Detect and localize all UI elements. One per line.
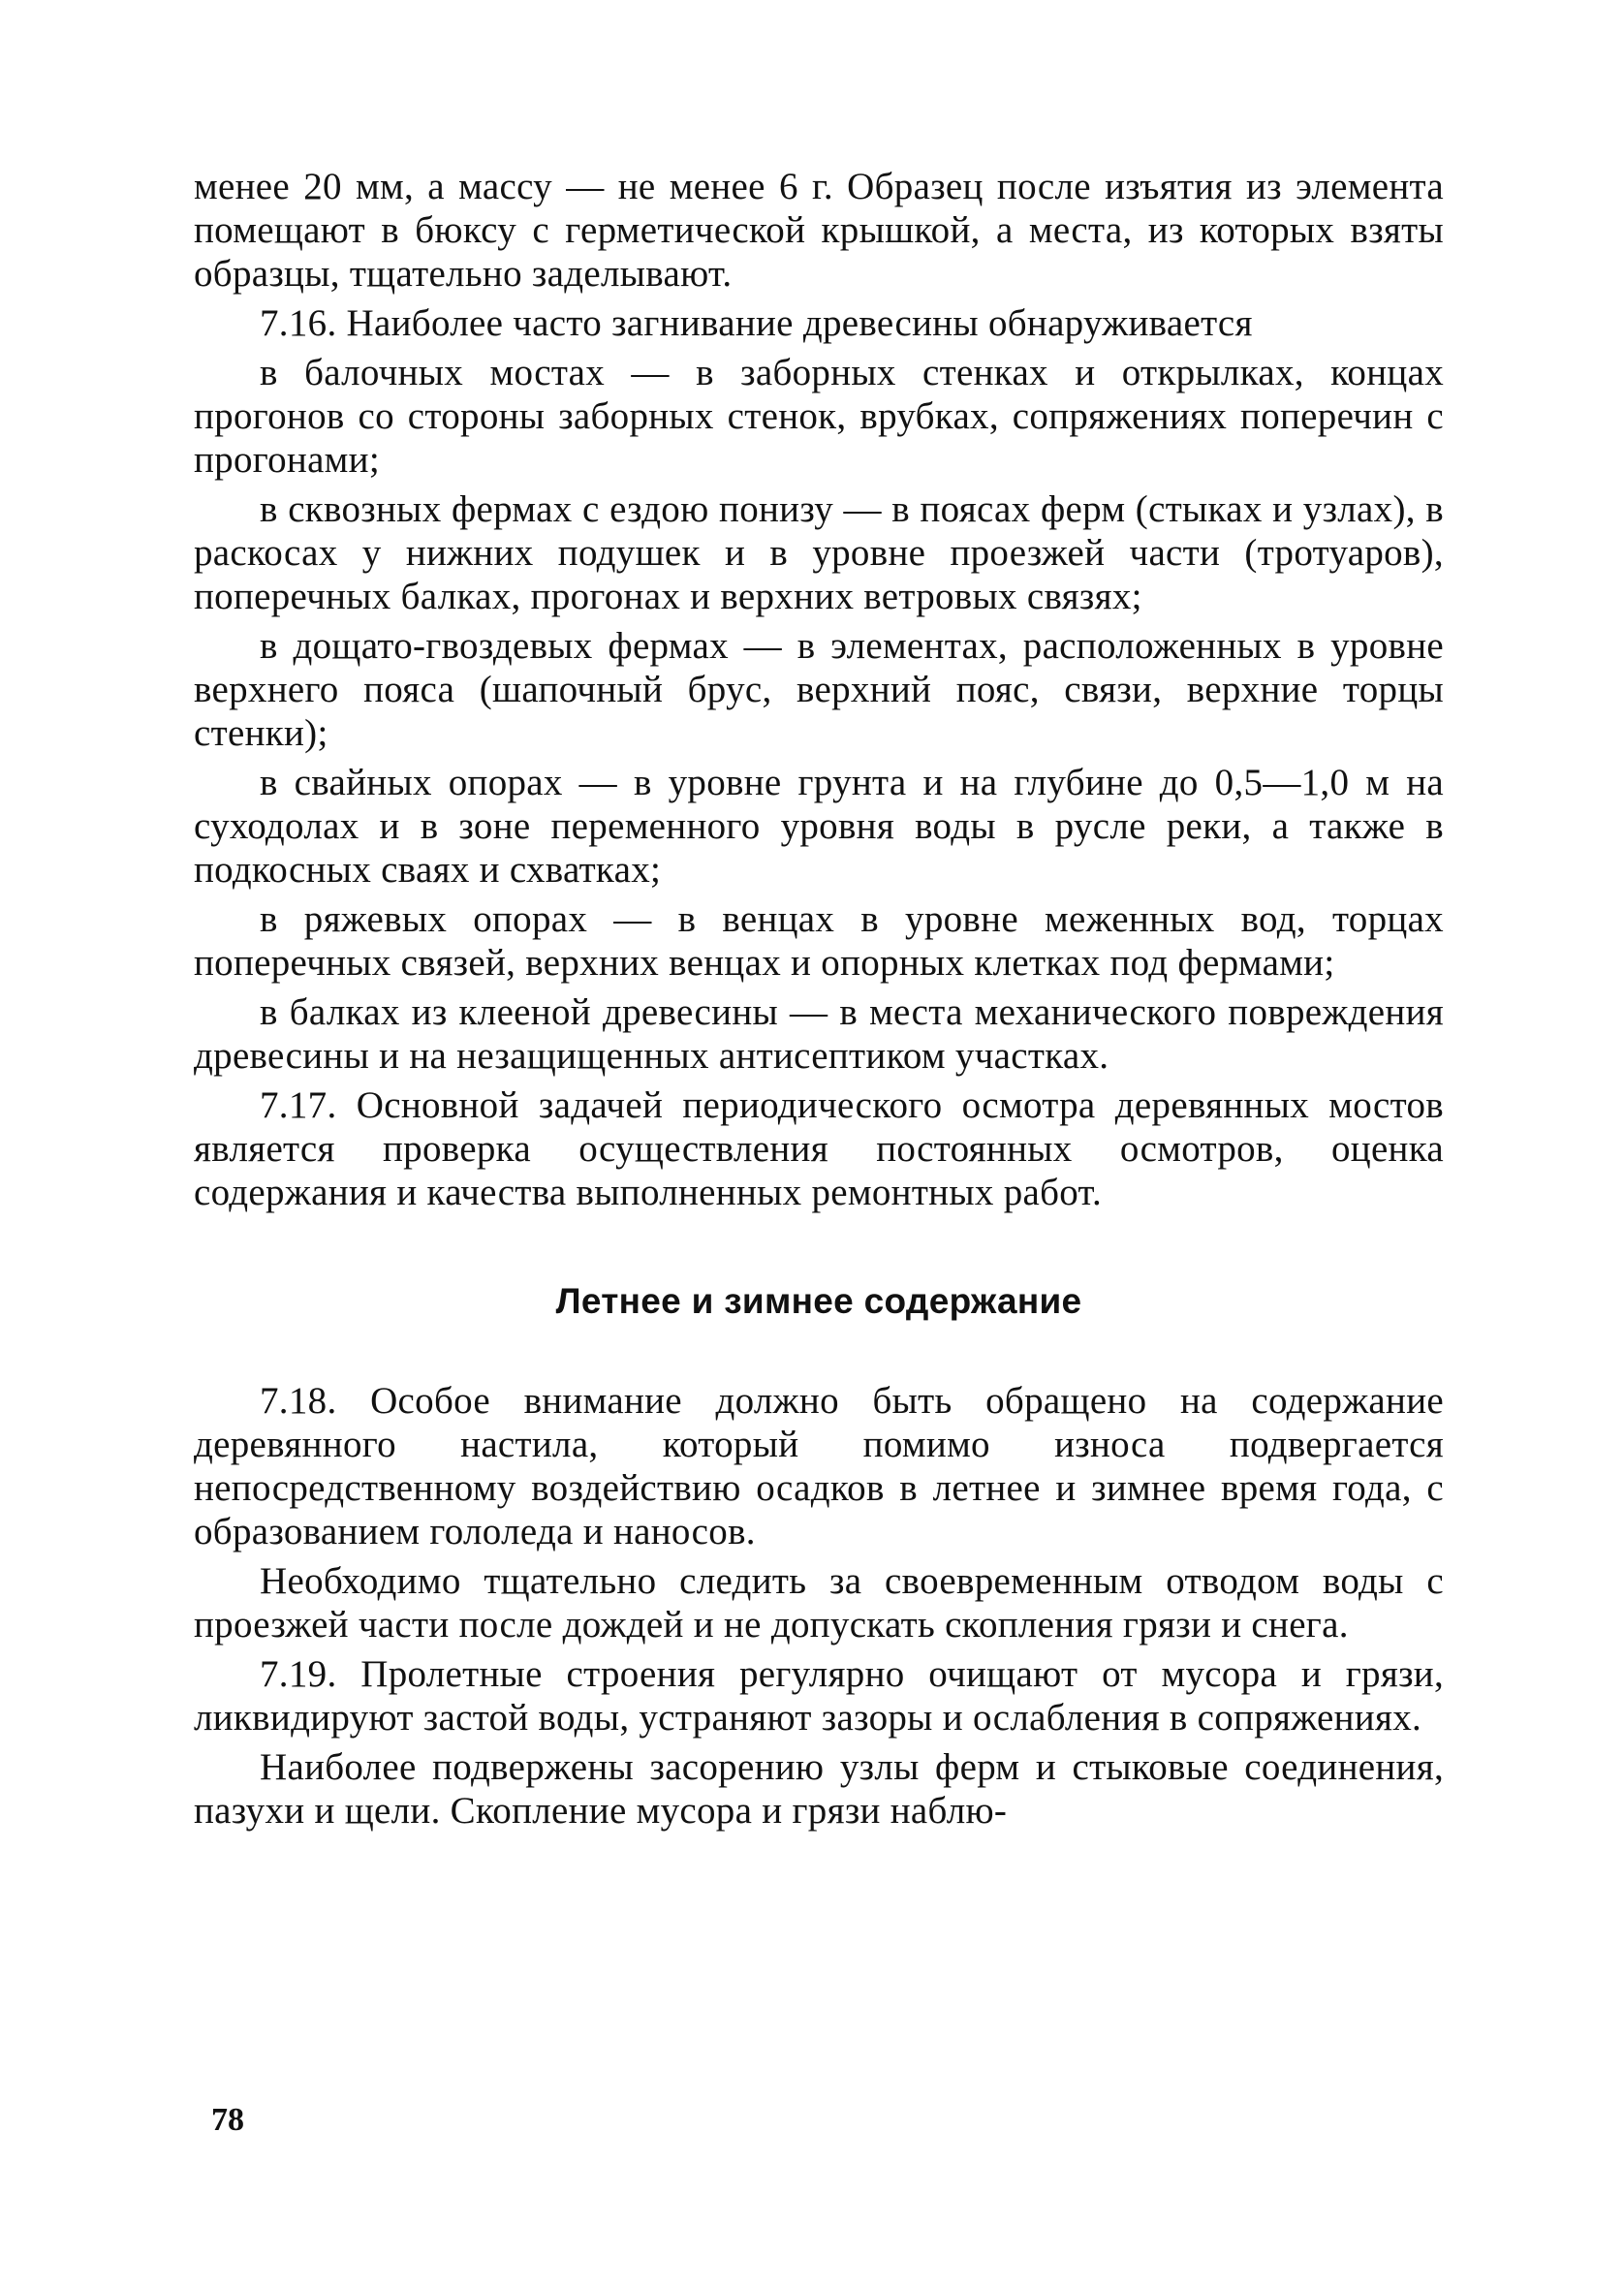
paragraph-through-trusses: в сквозных фермах с ездою понизу — в поясах ферм (стыках и узлах), в раскосах у нижних подушек и в уровне проезжей части (тротуаров), поперечных балках, прогонах и верхних ветровых связях; xyxy=(194,488,1444,617)
paragraph-7-17: 7.17. Основной задачей периодического осмотра деревянных мостов является проверка осуществления постоянных осмотров, оценка содержания и качества выполненных ремонтных работ. xyxy=(194,1084,1444,1213)
document-page xyxy=(194,165,1444,1838)
paragraph-clogging: Наиболее подвержены засорению узлы ферм и стыковые соединения, пазухи и щели. Скопление мусора и грязи наблю- xyxy=(194,1746,1444,1832)
paragraph-drainage: Необходимо тщательно следить за своевременным отводом воды с проезжей части после дождей и не допускать скопления грязи и снега. xyxy=(194,1560,1444,1646)
paragraph-glulam-beams: в балках из клееной древесины — в места механического повреждения древесины и на незащищенных антисептиком участках. xyxy=(194,991,1444,1077)
paragraph-7-16-intro: 7.16. Наиболее часто загнивание древесины обнаруживается xyxy=(260,302,1253,344)
page-number: 78 xyxy=(211,2102,244,2138)
paragraph-pile-supports: в свайных опорах — в уровне грунта и на глубине до 0,5—1,0 м на суходолах и в зоне переменного уровня воды в русле реки, а также в подкосных сваях и схватках; xyxy=(194,762,1444,891)
paragraph-crib-supports: в ряжевых опорах — в венцах в уровне меженных вод, торцах поперечных связей, верхних венцах и опорных клетках под фермами; xyxy=(194,898,1444,984)
paragraph-beam-bridges: в балочных мостах — в заборных стенках и открылках, концах прогонов со стороны заборных стенок, врубках, сопряжениях поперечин с прогонами; xyxy=(194,352,1444,481)
paragraph-plank-nail-trusses: в дощато-гвоздевых фермах — в элементах, расположенных в уровне верхнего пояса (шапочный брус, верхний пояс, связи, верхние торцы стенки); xyxy=(194,625,1444,754)
section-heading: Летнее и зимнее содержание xyxy=(555,1281,1082,1321)
paragraph-7-19: 7.19. Пролетные строения регулярно очищают от мусора и грязи, ликвидируют застой воды, устраняют зазоры и ослабления в сопряжениях. xyxy=(194,1653,1444,1739)
paragraph-7-18: 7.18. Особое внимание должно быть обращено на содержание деревянного настила, который помимо износа подвергается непосредственному воздействию осадков в летнее и зимнее время года, с образованием гололеда и наносов. xyxy=(194,1380,1444,1552)
paragraph-sample-storage: менее 20 мм, а массу — не менее 6 г. Образец после изъятия из элемента помещают в бюксу с герметической крышкой, а места, из которых взяты образцы, тщательно заделывают. xyxy=(194,166,1444,295)
